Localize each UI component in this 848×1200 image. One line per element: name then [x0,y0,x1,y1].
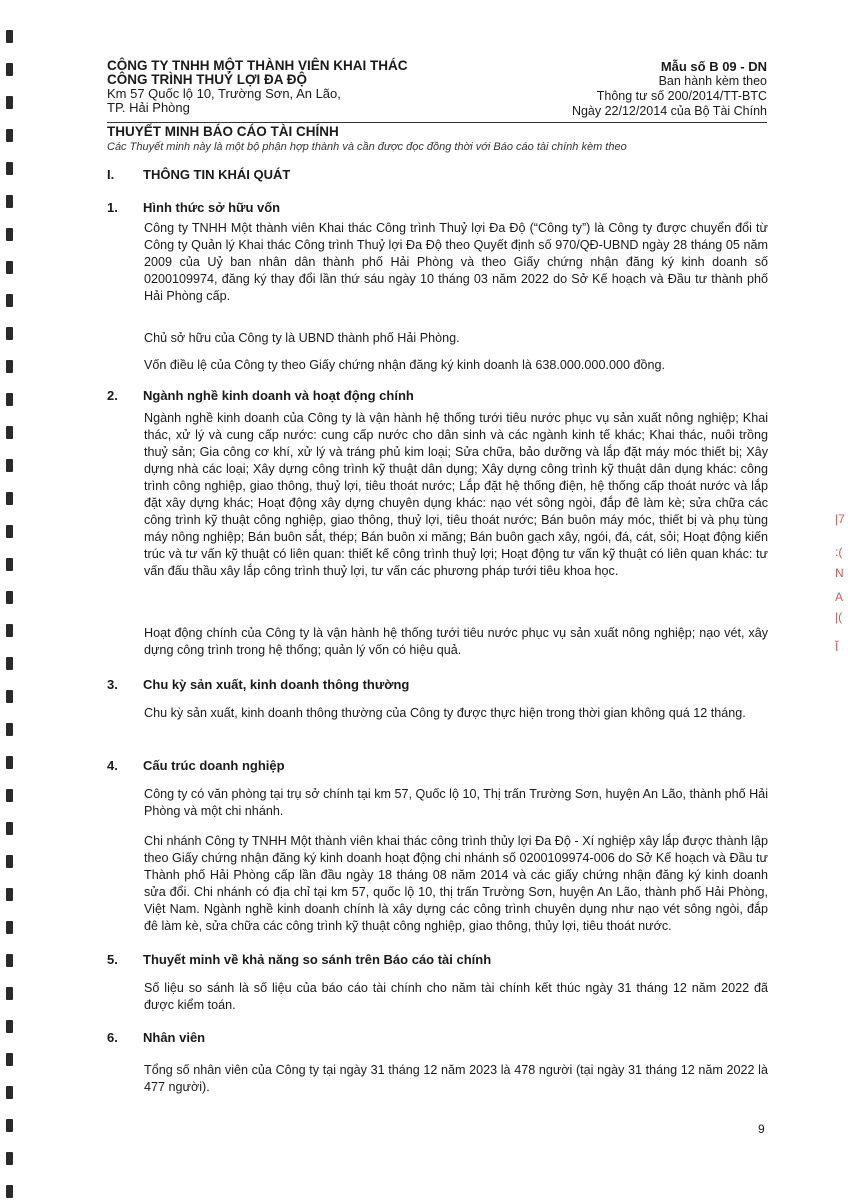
part-heading [107,167,290,182]
binding-hole [6,195,13,208]
binding-hole [6,1119,13,1132]
section-title: Cấu trúc doanh nghiệp [143,758,285,773]
header-divider [107,122,767,123]
section-number: 3. [107,677,118,692]
binding-hole [6,360,13,373]
binding-hole [6,1053,13,1066]
binding-hole [6,888,13,901]
binding-hole [6,492,13,505]
part-title: THÔNG TIN KHÁI QUÁT [143,167,291,182]
stamp-mark: |7 [835,512,845,526]
paragraph: Số liệu so sánh là số liệu của báo cáo tài chính cho năm tài chính kết thúc ngày 31 tháng 12 năm 2022 đã được kiểm toán. [144,981,768,1012]
binding-hole [6,987,13,1000]
company-address-line2: TP. Hải Phòng [107,100,190,115]
binding-hole [6,96,13,109]
binding-hole [6,426,13,439]
paragraph: Chu kỳ sản xuất, kinh doanh thông thường của Công ty được thực hiện trong thời gian không quá 12 tháng. [144,706,746,720]
paragraph: Chủ sở hữu của Công ty là UBND thành phố Hải Phòng. [144,331,460,345]
document-subtitle: Các Thuyết minh này là một bộ phận hợp thành và cần được đọc đồng thời với Báo cáo tài chính kèm theo [107,141,627,153]
binding-hole [6,393,13,406]
company-name-line2: CÔNG TRÌNH THUỶ LỢI ĐA ĐỘ [107,72,308,87]
binding-hole [6,294,13,307]
section-heading [107,200,280,215]
binding-hole [6,822,13,835]
form-info [572,59,767,119]
paragraph: Ngành nghề kinh doanh của Công ty là vận hành hệ thống tưới tiêu nước phục vụ sản xuất nông nghiệp; Khai thác, xử lý và cung cấp nước: cung cấp nước cho dân sinh và các ngành kinh tế khác; Khai thác, nuôi trồng thuỷ sản; Gia công cơ khí, xử lý và tráng phủ kim loại; Sửa chữa, bảo dưỡng và lắp đặt máy móc thiết bị; Xây dựng nhà các loại; Xây dựng công trình kỹ thuật dân dụng; Xây dựng công trình kỹ thuật dân dụng khác: công trình công nghiệp, giao thông, thuỷ lợi, tiêu thoát nước; Lắp đặt hệ thống điện, hệ thống cấp thoát nước và lắp đặt xây dựng khác; Hoạt động xây dựng chuyên dụng khác: nạo vét sông ngòi, đắp đê làm kè; sửa chữa các công trình kỹ thuật công nghiệp, giao thông, thuỷ lợi, tiêu thoát nước; Bán buôn máy móc, thiết bị và phụ tùng máy nông nghiệp; Bán buôn sắt, thép; Bán buôn xi măng; Bán buôn gạch xây, ngói, đá, cát, sỏi; Hoạt động kiến trúc và tư vấn kỹ thuật có liên quan: thiết kế công trình thuỷ lợi; Hoạt động tư vấn kỹ thuật có liên quan khác: tư vấn đấu thầu xây lắp công trình thuỷ lợi, tư vấn các phương pháp tưới tiêu khoa học. [144,411,768,578]
binding-hole [6,591,13,604]
section-number: 1. [107,200,118,215]
binding-hole [6,624,13,637]
section-heading [107,952,491,967]
paragraph: Công ty có văn phòng tại trụ sở chính tại km 57, Quốc lộ 10, Thị trấn Trường Sơn, huyện An Lão, thành phố Hải Phòng và một chi nhánh. [144,787,768,818]
company-name-line1: CÔNG TY TNHH MỘT THÀNH VIÊN KHAI THÁC [107,58,408,73]
binding-hole [6,558,13,571]
binding-hole [6,789,13,802]
binding-hole [6,459,13,472]
binding-hole [6,1086,13,1099]
paragraph: Chi nhánh Công ty TNHH Một thành viên khai thác công trình thủy lợi Đa Độ - Xí nghiệp xây lắp được thành lập theo Giấy chứng nhận đăng ký kinh doanh hoạt động chi nhánh số 0200109974-006 do Sở Kế hoạch và Đầu tư Thành phố Hải Phòng cấp lần đầu ngày 18 tháng 08 năm 2014 và các giấy chứng nhận đăng ký kinh doanh sửa đổi. Chi nhánh có địa chỉ tại km 57, quốc lộ 10, thị trấn Trường Sơn, huyện An Lão, thành phố Hải Phòng, Việt Nam. Ngành nghề kinh doanh chính là xây dựng các công trình chuyên dụng như nạo vét sông ngòi, đắp đê làm kè, sửa chữa các công trình kỹ thuật công nghiệp, giao thông, thủy lợi, tiêu thoát nước. [144,834,768,933]
stamp-mark: |( [835,610,843,624]
binding-hole [6,690,13,703]
paragraph: Tổng số nhân viên của Công ty tại ngày 31 tháng 12 năm 2023 là 478 người (tại ngày 31 tháng 12 năm 2022 là 477 người). [144,1063,768,1094]
form-code: Mẫu số B 09 - DN [660,59,767,74]
binding-hole [6,129,13,142]
binding-hole [6,30,13,43]
document-title: THUYẾT MINH BÁO CÁO TÀI CHÍNH [107,124,339,139]
section-number: 6. [107,1030,118,1045]
binding-hole [6,525,13,538]
section-number: 4. [107,758,118,773]
binding-hole [6,954,13,967]
stamp-mark: N [835,566,844,580]
form-circular: Thông tư số 200/2014/TT-BTC [596,89,767,103]
binding-hole [6,921,13,934]
paragraph: Hoạt động chính của Công ty là vận hành hệ thống tưới tiêu nước phục vụ sản xuất nông nghiệp; nạo vét, xây dựng công trình trong hệ thống; quản lý vốn có hiệu quả. [144,626,768,657]
company-address-line1: Km 57 Quốc lộ 10, Trường Sơn, An Lão, [107,86,341,101]
section-heading [107,677,409,692]
binding-hole [6,1185,13,1198]
binding-hole [6,855,13,868]
binding-hole [6,327,13,340]
part-number: I. [107,167,115,182]
form-issued: Ban hành kèm theo [658,74,767,88]
binding-hole [6,723,13,736]
section-title: Nhân viên [143,1030,206,1045]
binding-hole [6,63,13,76]
stamp-mark: Ĭ [835,640,839,654]
section-title: Chu kỳ sản xuất, kinh doanh thông thường [143,677,410,692]
binding-hole [6,1020,13,1033]
section-number: 5. [107,952,118,967]
section-title: Ngành nghề kinh doanh và hoạt động chính [143,388,414,403]
binding-hole [6,657,13,670]
section-heading [107,758,285,773]
section-heading [107,1030,205,1045]
section-heading [107,388,414,403]
company-info [107,59,408,115]
paragraph: Vốn điều lệ của Công ty theo Giấy chứng nhận đăng ký kinh doanh là 638.000.000.000 đồng. [144,358,665,372]
binding-hole [6,261,13,274]
binding-hole [6,162,13,175]
binding-hole [6,228,13,241]
form-date: Ngày 22/12/2014 của Bộ Tài Chính [571,104,767,118]
stamp-mark: A [835,590,844,604]
stamp-mark: :( [835,545,843,559]
section-title: Thuyết minh về khả năng so sánh trên Báo cáo tài chính [143,952,492,967]
page-number: 9 [758,1122,765,1136]
binding-holes [6,0,14,1200]
section-number: 2. [107,388,118,403]
section-title: Hình thức sở hữu vốn [143,200,281,215]
binding-hole [6,756,13,769]
paragraph: Công ty TNHH Một thành viên Khai thác Công trình Thuỷ lợi Đa Độ (“Công ty”) là Công ty được chuyển đổi từ Công ty Quản lý Khai thác Công trình Thuỷ lợi Đa Độ theo Quyết định số 970/QĐ-UBND ngày 28 tháng 05 năm 2009 của Uỷ ban nhân dân thành phố Hải Phòng và theo Giấy chứng nhận đăng ký kinh doanh số 0200109974, đăng ký thay đổi lần thứ sáu ngày 10 tháng 03 năm 2022 do Sở Kế hoạch và Đầu tư thành phố Hải Phòng cấp. [144,221,768,303]
binding-hole [6,1152,13,1165]
